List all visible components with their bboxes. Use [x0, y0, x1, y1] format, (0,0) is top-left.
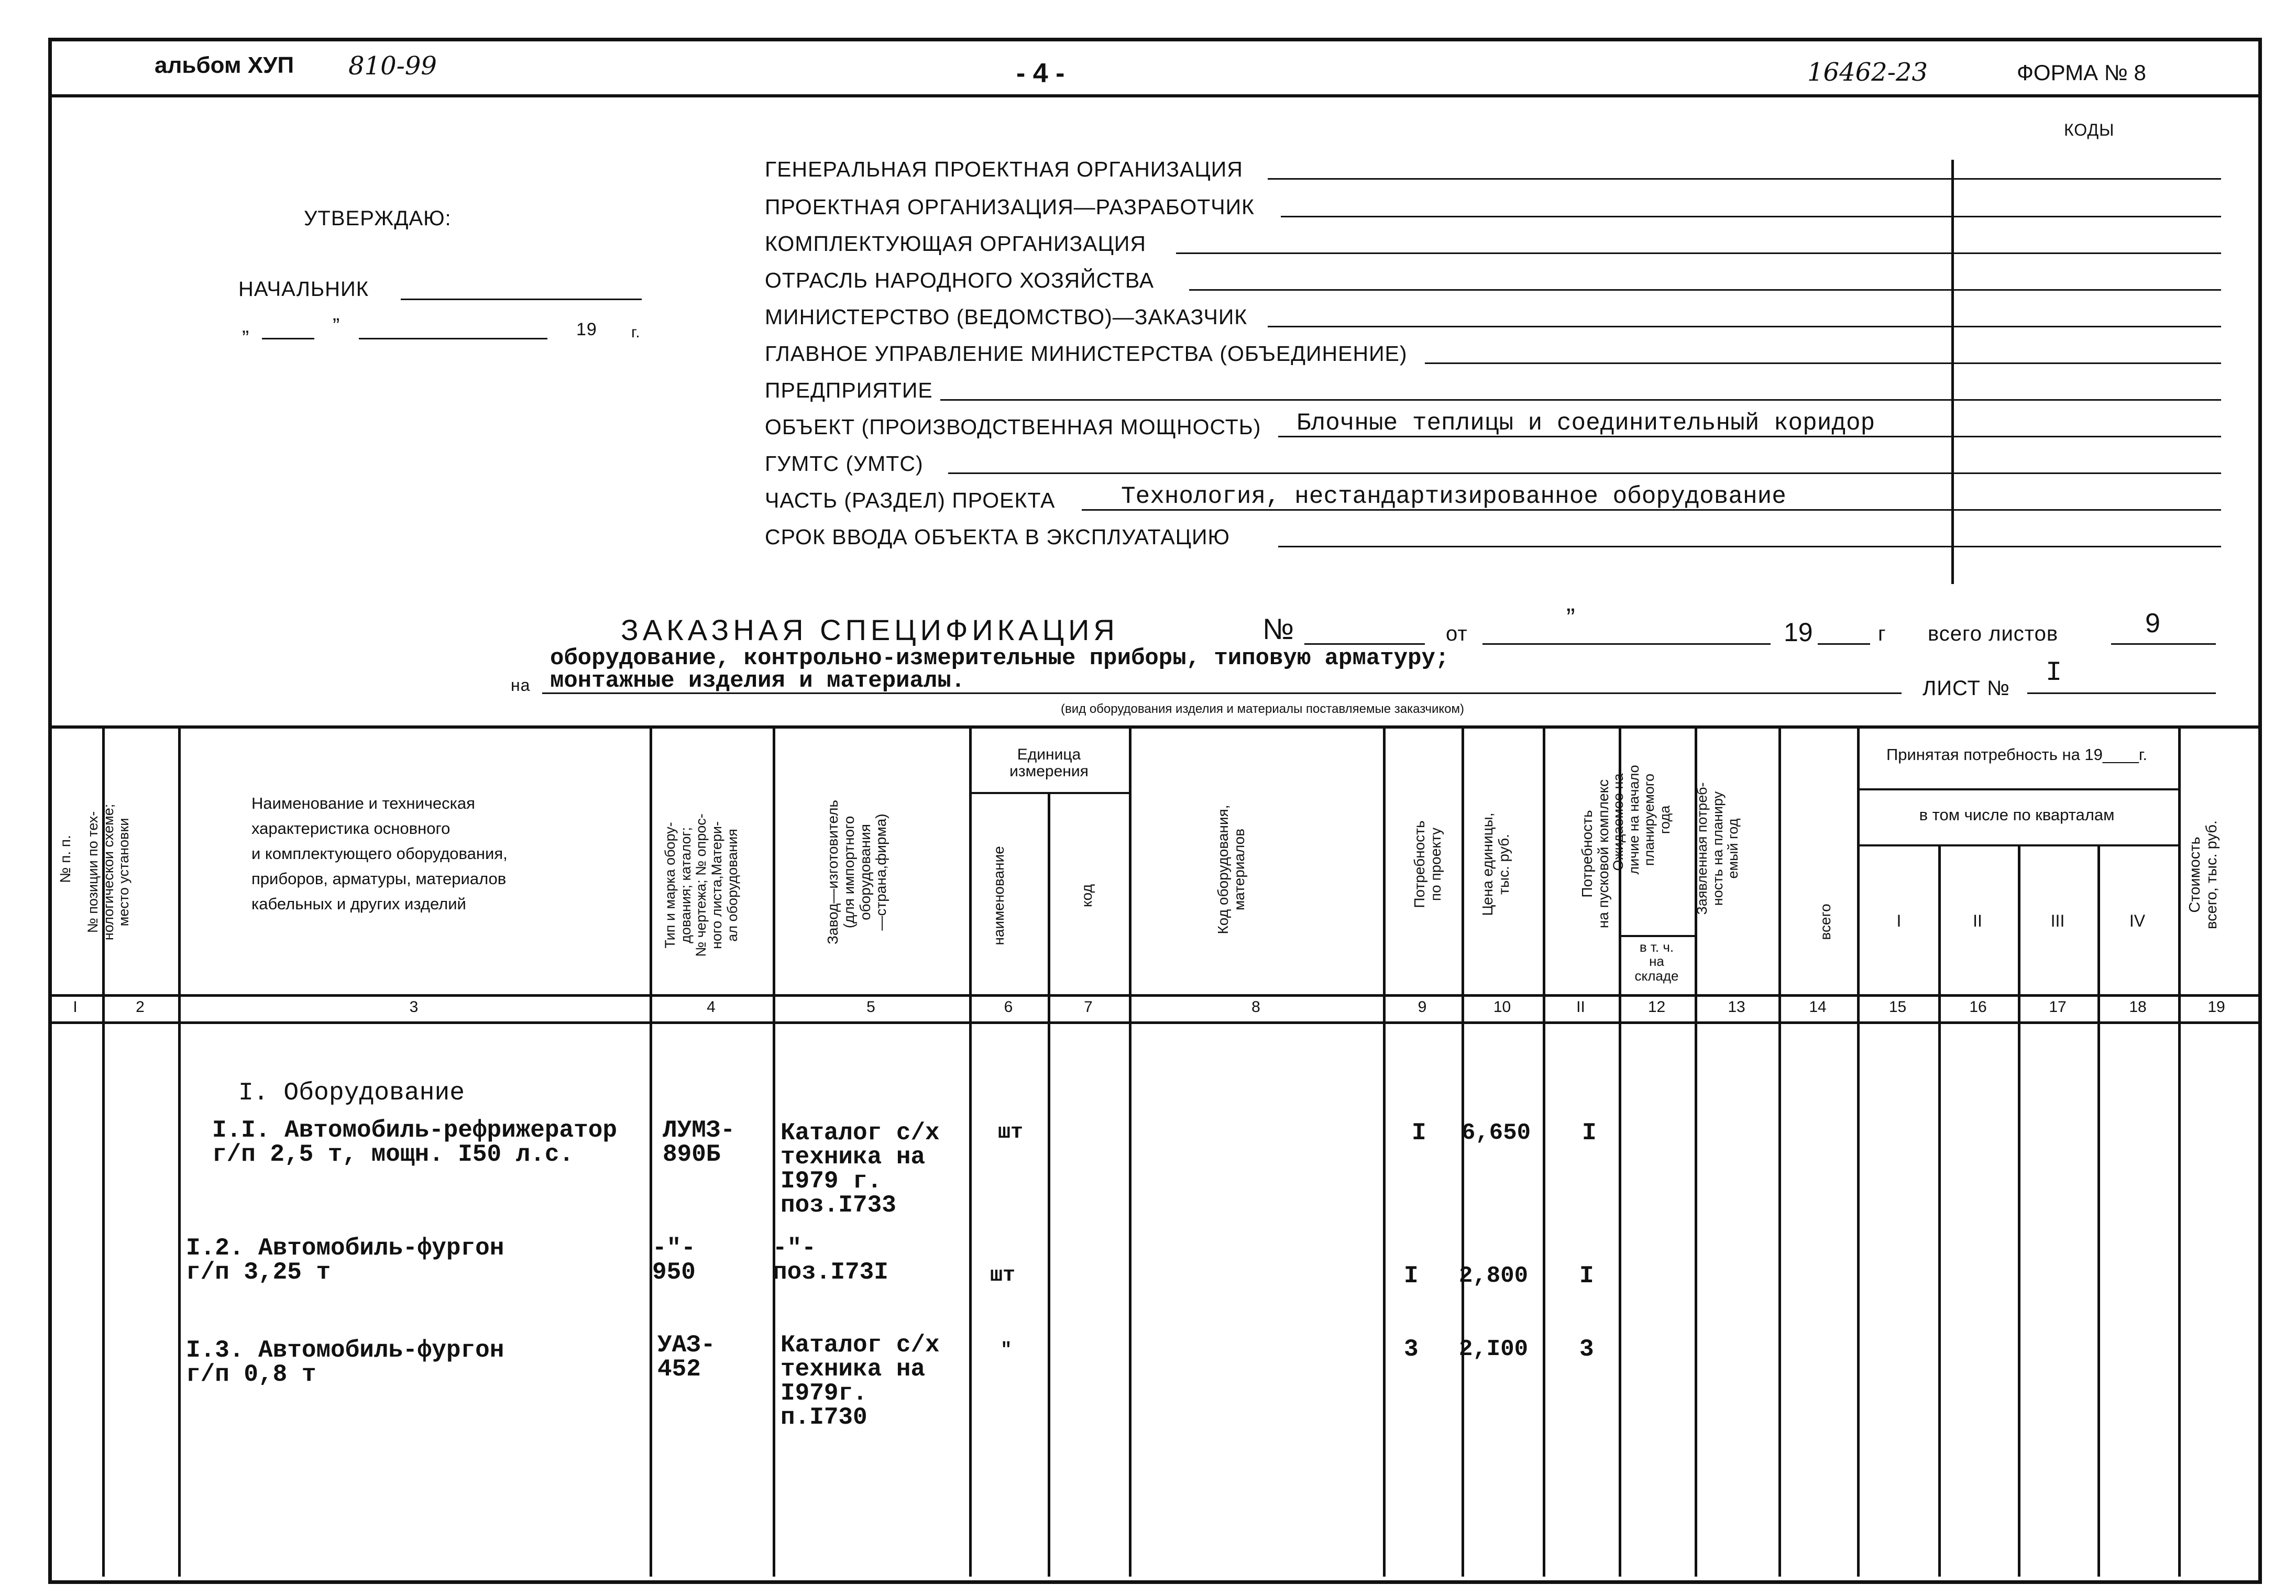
- col-header-5: Завод—изготовитель (для импортного оборудования —страна,фирма): [825, 799, 889, 945]
- col-header-9: Потребность по проекту: [1411, 820, 1444, 908]
- page-number: - 4 -: [1016, 58, 1065, 89]
- chief-signature-line: [401, 299, 642, 300]
- field-value-10: Технология, нестандартизированное оборудование: [1121, 483, 1786, 510]
- quarters-header-line: [1857, 844, 2178, 846]
- row-1-unit: шт: [998, 1121, 1024, 1144]
- chief-label: НАЧАЛЬНИК: [238, 278, 369, 301]
- field-line-11: [1278, 546, 2221, 547]
- column-number-16: 16: [1969, 998, 1987, 1016]
- spec-number-line: [1304, 643, 1425, 645]
- column-number-15: 15: [1888, 998, 1907, 1016]
- column-number-8: 8: [1251, 998, 1260, 1016]
- field-label-7: ПРЕДПРИЯТИЕ: [765, 378, 933, 402]
- row-2-unit: шт: [990, 1264, 1016, 1287]
- spec-subject-line1: оборудование, контрольно-измерительные приборы, типовую арматуру;: [550, 645, 1449, 672]
- row-3-type: УАЗ- 452: [657, 1331, 716, 1383]
- header-divider: [48, 94, 2258, 97]
- row-2-price: 2,800: [1459, 1263, 1529, 1289]
- total-sheets-line: [2111, 643, 2216, 645]
- sheet-value: I: [2046, 657, 2062, 688]
- field-label-1: ГЕНЕРАЛЬНАЯ ПРОЕКТНАЯ ОРГАНИЗАЦИЯ: [765, 157, 1243, 181]
- table-column-line-9: [1462, 725, 1464, 1577]
- column-number-13: 13: [1728, 998, 1745, 1016]
- field-value-8: Блочные теплицы и соединительный коридор: [1297, 410, 1875, 437]
- table-column-line-16: [2018, 844, 2020, 1577]
- col-header-4: Тип и марка обору- дования; каталог; № чертежа; № опрос- ного листа,Матери- ал оборудования: [662, 813, 740, 957]
- col-header-q2: II: [1973, 911, 1982, 930]
- total-sheets-label: всего листов: [1928, 622, 2059, 645]
- field-label-10: ЧАСТЬ (РАЗДЕЛ) ПРОЕКТА: [765, 488, 1056, 512]
- table-column-line-8: [1383, 725, 1386, 1577]
- column-number-3: 3: [409, 998, 419, 1016]
- col-header-q1: I: [1896, 911, 1902, 930]
- table-top-line: [48, 725, 2258, 729]
- col-header-6: наименование: [991, 846, 1007, 945]
- document-number: 16462-23: [1807, 58, 1928, 87]
- c12-header-line: [1619, 935, 1695, 937]
- spec-subject-line: [542, 692, 1902, 694]
- col-header-unit: Единица измерения: [1009, 746, 1089, 780]
- row-3-unit: ": [1001, 1339, 1012, 1361]
- table-column-line-13: [1778, 725, 1781, 1577]
- section-heading: I. Оборудование: [238, 1079, 465, 1107]
- field-label-5: МИНИСТЕРСТВО (ВЕДОМСТВО)—ЗАКАЗЧИК: [765, 305, 1248, 329]
- row-3-need: 3: [1404, 1336, 1419, 1363]
- col-header-3: Наименование и техническая характеристика основного и комплектующего оборудования, приборов, арматуры, материалов кабельных и других изделий: [251, 794, 508, 913]
- field-line-3: [1176, 252, 2221, 254]
- table-column-line-3: [650, 725, 652, 1577]
- spec-on-label: на: [511, 676, 531, 695]
- col-header-19: Стоимость всего, тыс. руб.: [2187, 820, 2220, 929]
- approval-year: 19: [576, 320, 597, 339]
- table-column-line-17: [2097, 844, 2100, 1577]
- col-header-7: код: [1079, 884, 1095, 907]
- spec-note: (вид оборудования изделия и материалы поставляемые заказчиком): [1061, 702, 1464, 716]
- column-number-18: 18: [2129, 998, 2147, 1016]
- column-number-11: II: [1576, 998, 1585, 1016]
- column-number-1: I: [73, 998, 78, 1016]
- row-1-need: I: [1412, 1119, 1426, 1147]
- date-month-line: [359, 338, 547, 339]
- col-header-2: № позиции по тех- нологической схеме; место установки: [85, 803, 132, 941]
- approval-title: УТВЕРЖДАЮ:: [304, 207, 452, 230]
- field-label-4: ОТРАСЛЬ НАРОДНОГО ХОЗЯЙСТВА: [765, 268, 1155, 292]
- column-number-14: 14: [1809, 998, 1827, 1016]
- table-column-line-18: [2178, 725, 2181, 1577]
- col-header-13: Заявленная потреб- ность на планиру емый год: [1694, 782, 1741, 915]
- row-2-type: -"- 950: [652, 1235, 696, 1286]
- row-1-name: I.I. Автомобиль-рефрижератор г/п 2,5 т, мощн. I50 л.с.: [212, 1117, 617, 1168]
- col-header-8: Код оборудования, материалов: [1215, 805, 1247, 934]
- date-quote-open: „: [242, 314, 250, 337]
- col-header-12b: в т. ч. на складе: [1634, 939, 1679, 984]
- col-header-1: № п. п.: [57, 835, 73, 883]
- field-label-3: КОМПЛЕКТУЮЩАЯ ОРГАНИЗАЦИЯ: [765, 232, 1147, 256]
- album-label: альбом ХУП: [155, 52, 294, 78]
- col-header-q4: IV: [2129, 911, 2146, 930]
- table-column-line-7: [1129, 725, 1131, 1577]
- col-header-12: Ожидаемое на- личие на начало планируемого года: [1610, 765, 1673, 875]
- table-column-line-5: [969, 725, 972, 1577]
- spec-number-label: №: [1262, 612, 1294, 645]
- col-header-11: Потребность на пусковой комплекс: [1579, 779, 1611, 929]
- field-line-1: [1268, 178, 2221, 180]
- table-column-line-6: [1048, 792, 1050, 1577]
- spec-from-label: от: [1446, 622, 1468, 645]
- column-number-4: 4: [707, 998, 716, 1016]
- field-line-9: [948, 472, 2221, 474]
- field-line-5: [1268, 326, 2221, 327]
- row-3-price: 2,I00: [1459, 1336, 1529, 1362]
- table-column-line-14: [1857, 725, 1860, 1577]
- col-header-accepted: Принятая потребность на 19____г.: [1886, 745, 2148, 764]
- table-column-line-2: [178, 725, 181, 1577]
- col-header-quarters: в том числе по кварталам: [1919, 806, 2115, 824]
- table-column-line-10: [1543, 725, 1545, 1577]
- total-sheets-value: 9: [2145, 608, 2160, 639]
- field-line-7: [940, 399, 2221, 401]
- table-column-line-15: [1938, 844, 1941, 1577]
- table-column-line-4: [773, 725, 775, 1577]
- column-number-19: 19: [2207, 998, 2225, 1016]
- unit-header-line: [969, 792, 1129, 794]
- field-line-6: [1425, 362, 2221, 364]
- spec-year-line: [1818, 643, 1870, 645]
- field-line-2: [1281, 216, 2221, 217]
- row-1-type: ЛУМЗ- 890Б: [663, 1117, 735, 1168]
- spec-date-line: [1482, 643, 1771, 645]
- column-number-9: 9: [1418, 998, 1427, 1016]
- spec-subject-line2: монтажные изделия и материалы.: [550, 668, 965, 694]
- row-2-need: I: [1404, 1262, 1419, 1290]
- table-header-bottom: [48, 994, 2258, 997]
- sheet-line: [2027, 692, 2216, 694]
- spec-year-suffix: г: [1878, 622, 1886, 645]
- field-label-9: ГУМТС (УМТС): [765, 452, 924, 476]
- column-number-2: 2: [136, 998, 145, 1016]
- field-line-4: [1189, 289, 2221, 291]
- field-label-8: ОБЪЕКТ (ПРОИЗВОДСТВЕННАЯ МОЩНОСТЬ): [765, 415, 1261, 439]
- column-number-6: 6: [1004, 998, 1013, 1016]
- column-number-5: 5: [866, 998, 875, 1016]
- row-2-maker: -"- поз.I73I: [773, 1235, 888, 1286]
- row-1-launch: I: [1582, 1119, 1597, 1147]
- codes-divider: [1951, 160, 1954, 584]
- col-header-q3: III: [2050, 911, 2065, 930]
- column-numbers-bottom: [48, 1021, 2258, 1024]
- spec-date-quote: ”: [1566, 603, 1576, 632]
- date-day-line: [262, 338, 314, 339]
- field-label-6: ГЛАВНОЕ УПРАВЛЕНИЕ МИНИСТЕРСТВА (ОБЪЕДИНЕНИЕ): [765, 342, 1408, 366]
- row-3-launch: 3: [1579, 1336, 1594, 1363]
- field-label-11: СРОК ВВОДА ОБЪЕКТА В ЭКСПЛУАТАЦИЮ: [765, 525, 1230, 549]
- col-header-10: Цена единицы, тыс. руб.: [1479, 812, 1512, 916]
- row-1-price: 6,650: [1462, 1120, 1531, 1146]
- row-2-launch: I: [1579, 1262, 1594, 1290]
- accepted-header-line: [1857, 788, 2178, 790]
- form-number: ФОРМА № 8: [2017, 60, 2146, 85]
- spec-title: ЗАКАЗНАЯ СПЕЦИФИКАЦИЯ: [621, 613, 1119, 646]
- album-number: 810-99: [348, 51, 437, 81]
- spec-year: 19: [1784, 618, 1813, 647]
- codes-label: КОДЫ: [2064, 120, 2115, 139]
- column-number-17: 17: [2049, 998, 2067, 1016]
- sheet-label: ЛИСТ №: [1923, 677, 2011, 700]
- column-number-12: 12: [1647, 998, 1666, 1016]
- column-number-7: 7: [1084, 998, 1093, 1016]
- col-header-14: всего: [1817, 904, 1833, 940]
- row-1-maker: Каталог с/х техника на I979 г. поз.I733: [781, 1119, 940, 1219]
- row-2-name: I.2. Автомобиль-фургон г/п 3,25 т: [186, 1235, 504, 1286]
- row-3-maker: Каталог с/х техника на I979г. п.I730: [781, 1331, 940, 1431]
- field-label-2: ПРОЕКТНАЯ ОРГАНИЗАЦИЯ—РАЗРАБОТЧИК: [765, 195, 1255, 219]
- column-number-10: 10: [1493, 998, 1511, 1016]
- row-3-name: I.3. Автомобиль-фургон г/п 0,8 т: [186, 1337, 504, 1388]
- approval-year-suffix: г.: [631, 324, 641, 341]
- date-quote-close: ”: [333, 314, 340, 337]
